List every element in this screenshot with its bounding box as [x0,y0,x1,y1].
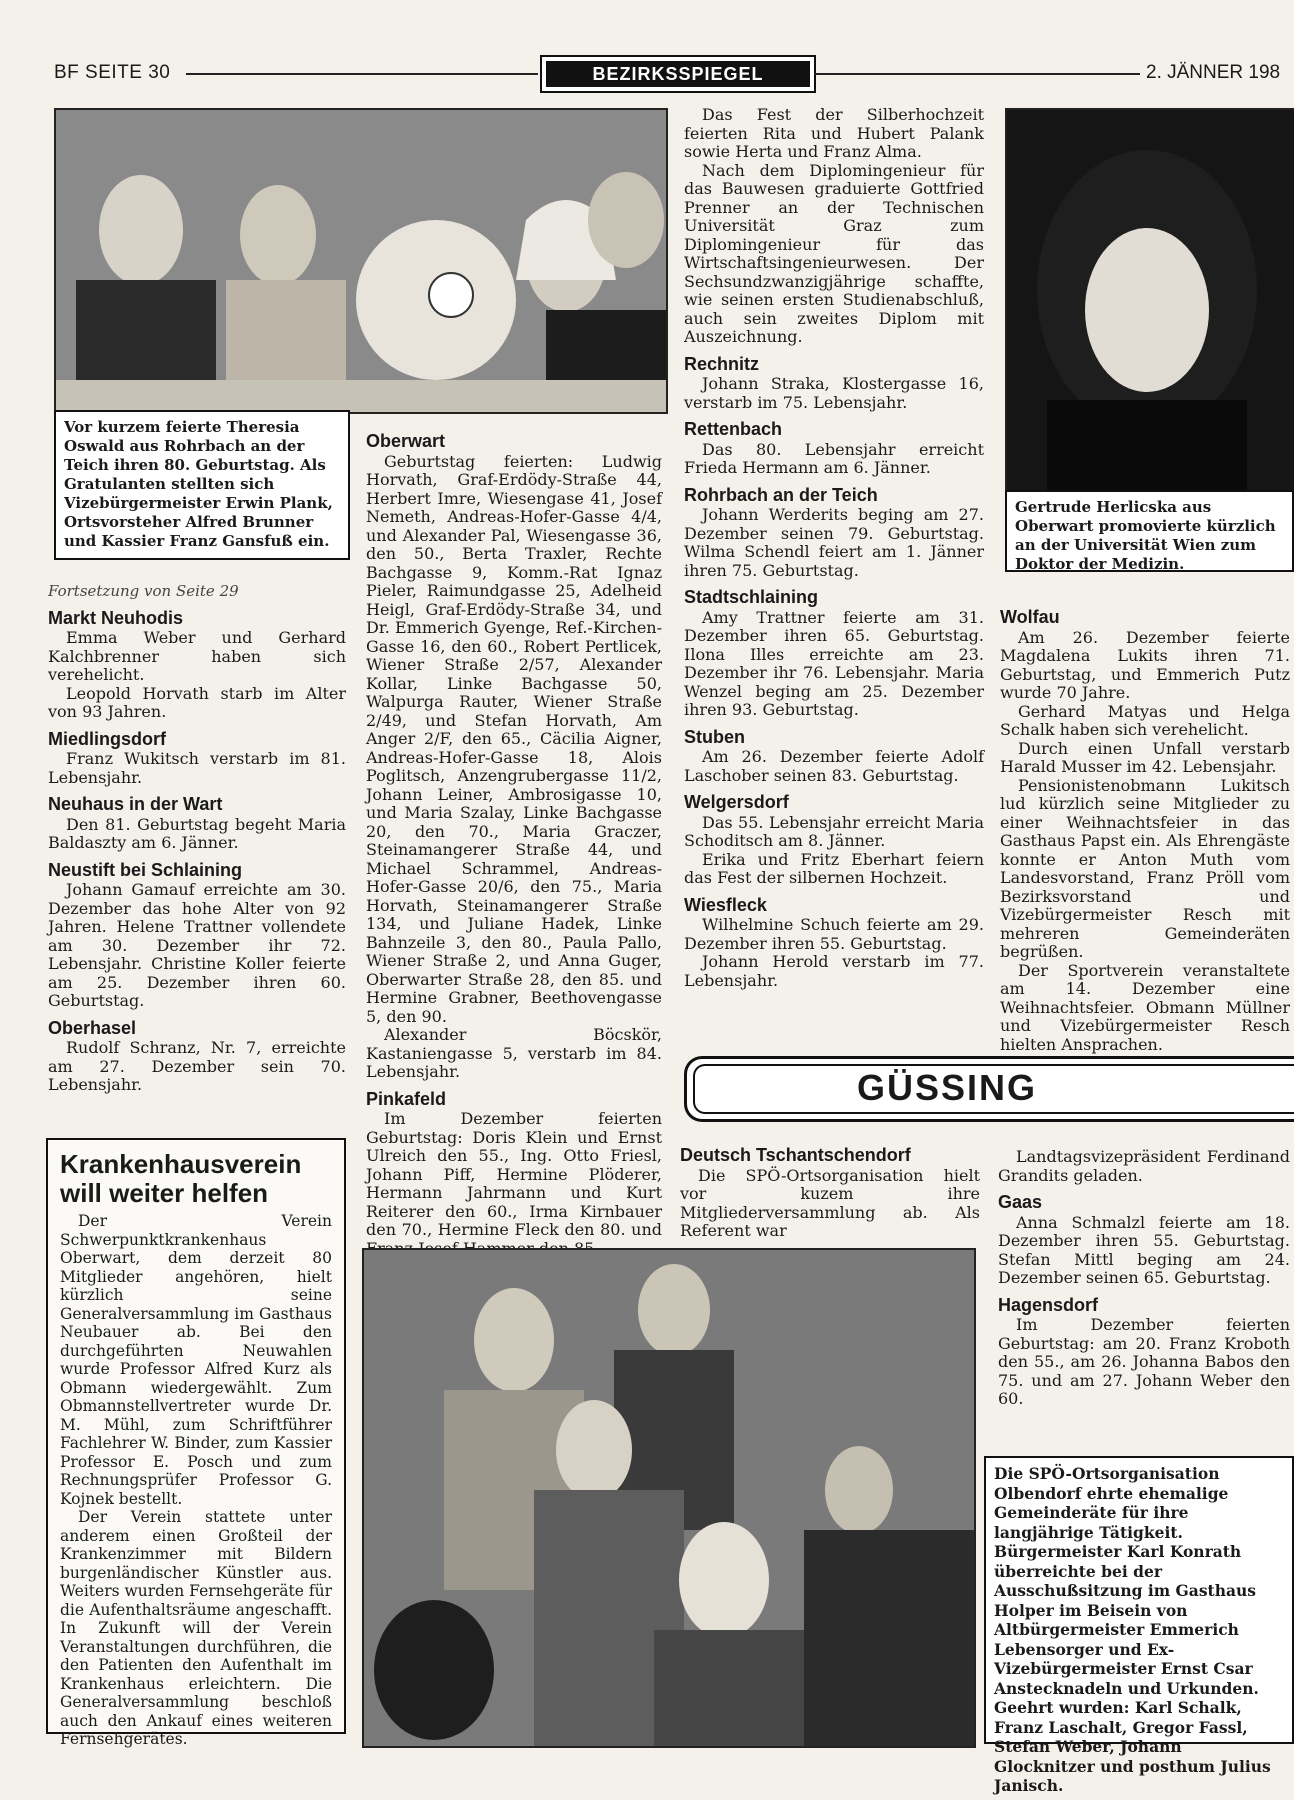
text-hagensdorf: Im Dezember feierten Geburtstag: am 20. Franz Kroboth den 55., am 26. Johanna Babos den 75. und am 27. Johann Weber den 60. [998,1315,1290,1408]
text-markt-neuhodis-2: Leopold Horvath starb im Alter von 93 Jahren. [48,683,346,721]
text-neustift: Johann Gamauf erreichte am 30. Dezember das hohe Alter von 92 Jahren. Helene Trattner vollendete am 30. Dezember ihr 72. Lebensjahr. Christine Koller feierte am 25. Dezember ihren 60. Geburtstag. [48,880,346,1010]
text-oberwart-2: Alexander Böcskör, Kastaniengasse 5, verstarb im 84. Lebensjahr. [366,1025,662,1081]
heading-markt-neuhodis: Markt Neuhodis [48,607,184,628]
page-number: BF SEITE 30 [54,62,171,83]
guessing-col-right [998,1148,1290,1409]
section-label: BEZIRKSSPIEGEL [540,55,816,93]
text-rettenbach: Das 80. Lebensjahr erreicht Frieda Hermann am 6. Jänner. [684,439,984,477]
text-oberwart-1: Geburtstag feierten: Ludwig Horvath, Graf-Erdödy-Straße 44, Herbert Imre, Wiesengase 41, Josef Nemeth, Andreas-Hofer-Gasse 4/4, und Alexander Pal, Wiesengasse 36, den 50., Berta Traxler, Rechte Bachgasse 9, Komm.-Rat Ignaz Pieler, Raimundgasse 25, Adelheid Heigl, Graf-Erdödy-Straße 34, und Dr. Emmerich Gyenge, Ref.-Kirchen-Gasse 16, den 60., Robert Pertlicek, Wiener Straße 2/57, Alexander Kollar, Linke Bachgasse 50, Walpurga Rauter, Wiener Straße 2/49, und Stefan Horvath, Am Anger 2/F, den 65., Cäcilia Aigner, Andreas-Hofer-Gasse 18, Alois Poglitsch, Anzengrubergasse 11/2, Johann Leiner, Ambrosigasse 10, und Maria Szalay, Linke Bachgasse 20, den 70., Maria Graczer, Steinamangerer Straße 44, und Michael Schrammel, Andreas-Hofer-Gasse 20/6, den 75., Maria Horvath, Steinamangerer Straße 134, und Juliane Hadek, Linke Bahnzeile 3, den 80., Paula Pallo, Wiener Straße 2, und Anna Guger, Oberwarter Straße 28, den 85. und Hermine Grabner, Beethovengasse 5, den 90. [366,451,662,1026]
photo-birthday-group-image [56,110,666,412]
text-rohrbach: Johann Werderits beging am 27. Dezember seinen 79. Geburtstag. Wilma Schendl feiert am 1. Jänner ihren 75. Geburtstag. [684,505,984,580]
text-stuben: Am 26. Dezember feierte Adolf Laschober seinen 83. Geburtstag. [684,747,984,785]
photo-caption-olbendorf: Die SPÖ-Ortsorganisation Olbendorf ehrte ehemalige Gemeinderäte für ihre langjährige Tätigkeit. Bürgermeister Karl Konrath überreichte bei der Ausschußsitzung im Gasthaus Holper im Beisein von Altbürgermeister Emmerich Lebensorger und Ex-Vizebürgermeister Ernst Csar Anstecknadeln und Urkunden. Geehrt wurden: Karl Schalk, Franz Laschalt, Gregor Fassl, Stefan Weber, Johann Glocknitzer und posthum Julius Janisch. [984,1456,1294,1744]
photo-honoring-ceremony-image [364,1250,974,1746]
text-pinkafeld: Im Dezember feierten Geburtstag: Doris Klein und Ernst Ulreich den 55., Ing. Otto Friesl, Johann Piff, Hermine Plöderer, Hermann Jahrmann und Kurt Reiterer den 60., Irma Kirnbauer den 70., Hermine Fleck den 80. und [366,1109,662,1239]
heading-rechnitz: Rechnitz [684,353,760,374]
region-banner-title: GÜSSING [856,1067,1038,1108]
header-rule-left [186,73,538,75]
text-oberhasel: Rudolf Schranz, Nr. 7, erreichte am 27. Dezember sein 70. Lebensjahr. [48,1038,346,1094]
region-banner-guessing [684,1056,1294,1122]
heading-neuhaus: Neuhaus in der Wart [48,794,223,814]
article-text-2: Der Verein stattete unter anderem einen Großteil der Krankenzimmer mit Bildern burgenländischer Künstler aus. Weiters wurden Fernsehgeräte für die Aufenthaltsräume angeschafft. In Zukunft will der Verein Veranstaltungen durchführen, die den Patienten den Aufenthalt im Krankenhaus erleichtern. Die Generalversammlung beschloß auch den Ankauf eines weiteren Fernsehgerätes. [60,1508,332,1748]
text-stadtschlaining: Amy Trattner feierte am 31. Dezember ihren 65. Geburtstag. Ilona Illes erreichte am 23. Dezember ihr 76. Lebensjahr. Maria Wenzel beging am 25. Dezember ihren 93. Geburtstag. [684,607,984,719]
text-intro-2: Nach dem Diplomingenieur für das Bauwesen graduierte Gottfried Prenner an der Technischen Universität Graz zum Diplomingenieur für das Wirtschaftsingenieurwesen. Der Sechsundzwanzigjährige schaffte, wie seinen ersten Studienabschluß, auch sein zweites Diplom mit Auszeichnung. [684,160,984,346]
heading-gaas: Gaas [998,1192,1043,1212]
column-2 [366,432,662,1258]
text-wolfau-5: Der Sportverein veranstaltete am 14. Dezember eine Weihnachtsfeier. Obmann Müllner und Vizebürgermeister Resch hielten Ansprachen. [1000,960,1290,1054]
heading-hagensdorf: Hagensdorf [998,1294,1099,1315]
photo-birthday-group [54,108,668,414]
text-wolfau-1: Am 26. Dezember feierte Magdalena Lukits ihren 71. Geburtstag, und Emmerich Putz wurde 70 Jahre. [1000,627,1290,702]
photo-honoring-ceremony [362,1248,976,1748]
issue-date: 2. JÄNNER 198 [1146,62,1281,83]
text-rechnitz: Johann Straka, Klostergasse 16, verstarb im 75. Lebensjahr. [684,374,984,412]
text-miedlingsdorf: Franz Wukitsch verstarb im 81. Lebensjahr. [48,749,346,787]
photo-portrait-image [1007,110,1294,492]
heading-deutsch-tschantschendorf: Deutsch Tschantschendorf [680,1145,911,1165]
heading-miedlingsdorf: Miedlingsdorf [48,728,166,749]
text-welgersdorf-1: Das 55. Lebensjahr erreicht Maria Schoditsch am 8. Jänner. [684,812,984,850]
heading-rettenbach: Rettenbach [684,419,783,439]
heading-oberhasel: Oberhasel [48,1017,137,1038]
heading-rohrbach: Rohrbach an der Teich [684,484,878,505]
heading-pinkafeld: Pinkafeld [366,1088,447,1109]
text-intro-1: Das Fest der Silberhochzeit feierten Rita und Hubert Palank sowie Herta und Franz Alma. [684,105,984,161]
heading-wolfau: Wolfau [1000,607,1060,627]
article-headline: Krankenhausverein will weiter helfen [60,1149,302,1208]
heading-stuben: Stuben [684,726,745,747]
text-welgersdorf-2: Erika und Fritz Eberhart feiern das Fest der silbernen Hochzeit. [684,849,984,887]
photo-caption-portrait: Gertrude Herlicska aus Oberwart promovierte kürzlich an der Universität Wien zum Doktor der Medizin. [1005,490,1294,572]
text-gaas: Anna Schmalzl feierte am 18. Dezember ihren 55. Geburtstag. Stefan Mittl beging am 24. Dezember seinen 65. Geburtstag. [998,1212,1290,1287]
heading-welgersdorf: Welgersdorf [684,792,789,812]
column-3 [684,106,984,990]
column-1 [48,582,346,1095]
text-wolfau-4: Pensionistenobmann Lukitsch lud kürzlich seine Mitglieder zu einer Weihnachtsfeier in das Gasthaus Papst ein. Als Ehrengäste konnte er Anton Muth vom Landesvorstand, Franz Pröll vom Bezirksvorstand und Vizebürgermeister Resch mit mehreren Gemeinderäten begrüßen. [1000,775,1290,961]
text-wiesfleck-2: Johann Herold verstarb im 77. Lebensjahr. [684,952,984,990]
heading-wiesfleck: Wiesfleck [684,894,767,915]
photo-portrait [1005,108,1294,494]
text-continued-referent: Landtagsvizepräsident Ferdinand Grandits geladen. [998,1147,1290,1185]
photo-caption-birthday: Vor kurzem feierte Theresia Oswald aus Rohrbach an der Teich ihren 80. Geburtstag. Als Gratulanten stellten sich Vizebürgermeister Erwin Plank, Ortsvorsteher Alfred Brunner und Kassier Franz Gansfuß ein. [54,410,350,560]
heading-neustift: Neustift bei Schlaining [48,859,243,880]
column-4 [1000,608,1290,1054]
article-box-krankenhausverein [46,1138,346,1748]
guessing-col-left [680,1146,980,1241]
text-markt-neuhodis-1: Emma Weber und Gerhard Kalchbrenner haben sich verehelicht. [48,628,346,684]
text-neuhaus: Den 81. Geburtstag begeht Maria Baldaszty am 6. Jänner. [48,814,346,852]
text-deutsch-tschantschendorf: Die SPÖ-Ortsorganisation hielt vor kuzem ihre Mitgliederversammlung ab. Als Referent war [680,1165,980,1240]
text-wolfau-3: Durch einen Unfall verstarb Harald Musser im 42. Lebensjahr. [1000,738,1290,776]
text-wolfau-2: Gerhard Matyas und Helga Schalk haben sich verehelicht. [1000,701,1290,739]
heading-oberwart: Oberwart [366,431,446,451]
article-text-1: Der Verein Schwerpunktkrankenhaus Oberwart, dem derzeit 80 Mitglieder angehören, hielt kürzlich seine Generalversammlung im Gasthaus Neubauer ab. Bei den durchgeführten Neuwahlen wurde Professor Alfred Kurz als Obmann wiedergewählt. Zum Obmannstellvertreter wurde Dr. M. Mühl, zum Schriftführer Fachlehrer W. Binder, zum Kassier Professor E. Posch und zum Rechnungsprüfer Professor G. Kojnek bestellt. [60,1212,332,1508]
text-wiesfleck-1: Wilhelmine Schuch feierte am 29. Dezember ihren 55. Geburtstag. [684,915,984,953]
heading-stadtschlaining: Stadtschlaining [684,587,819,607]
continued-note: Fortsetzung von Seite 29 [48,582,239,600]
header-rule-right [814,73,1140,75]
